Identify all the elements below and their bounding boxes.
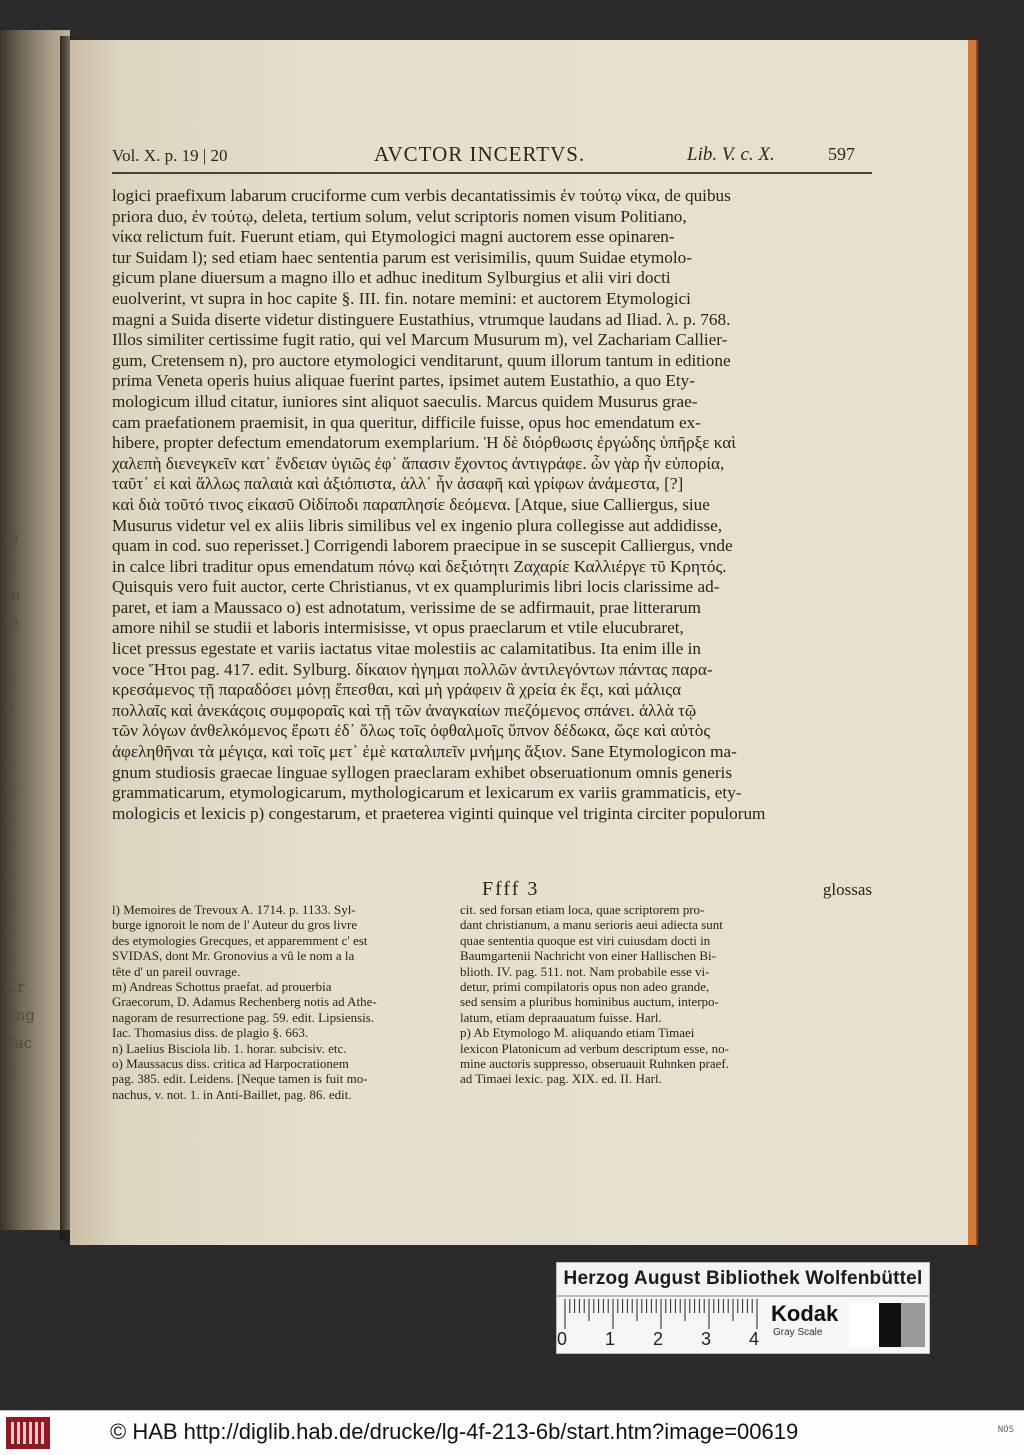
text-line: prima Veneta operis huius aliquae fuerint partes, ipsimet autem Eustathio, a quo Ety- [112,371,695,391]
edge-letter: s [6,698,14,716]
text-line: hibere, propter defectum emendatorum exemplarium. Ἡ δὲ διόρθωσις ἐργώδης ὑπῆρξε καὶ [112,433,736,453]
text-line: o) Maussacus diss. critica ad Harpocrationem [112,1055,349,1071]
text-line: magni a Suida diserte videtur distinguere Eustathius, vtrumque laudans ad Iliad. λ. p. 768. [112,309,731,329]
edge-letter: u [6,950,16,968]
edge-letter: O [6,614,19,632]
header-volume-ref: Vol. X. p. 19 | 20 [112,146,228,165]
text-line: voce Ἤτοι pag. 417. edit. Sylburg. δίκαιον ἡγημαι πολλῶν ἀντιλεγόντων πάντας παρα- [112,659,713,679]
main-text [112,186,872,824]
text-line: logici praefixum labarum cruciforme cum verbis decantatissimis ἐν τούτῳ νίκα, de quibus [112,186,731,205]
copyright-url[interactable]: © HAB http://diglib.hab.de/drucke/lg-4f-213-6b/start.htm?image=00619 [110,1419,799,1444]
edge-letter: Cr [6,978,25,996]
edge-letter: Tac [6,1034,33,1052]
text-line: Graecorum, D. Adamus Rechenberg notis ad Athe- [112,994,377,1010]
text-line: SVIDAS, dont Mr. Gronovius a vû le nom a la [112,948,355,964]
edge-letter: in [6,586,21,604]
text-line: nagoram de resurrectione pag. 59. edit. Lipsiensis. [112,1009,375,1025]
edge-letter: C [6,782,18,800]
text-line: καὶ διὰ τοῦτό τινος εἰκασῦ Οἰδίποδι παραπλησίε δεόμενα. [Atque, siue Calliergus, siue [112,494,710,514]
text-line: priora duo, ἐν τούτῳ, deleta, tertium solum, velut scriptoris nomen visum Politiano, [112,206,687,226]
edge-letter: a [6,894,15,912]
text-line: mologicis et lexicis p) congestarum, et praeterea viginti quinque vel triginta circiter populorum [112,803,766,823]
edge-letter: p [6,670,16,688]
kodak-logo: Kodak [771,1301,839,1326]
edge-letter: c [6,866,15,884]
text-line: quam in cod. suo reperisset.] Corrigendi laborem praecipue in se suscepit Calliergus, vnde [112,536,733,556]
kodak-gray-scale-card [556,1296,930,1354]
text-line: grammaticarum, etymologicarum, mythologicarum et lexicarum ex variis grammaticis, ety- [112,783,742,803]
text-line: νίκα relictum fuit. Fuerunt etiam, qui Etymologici magni auctorem esse opinaren- [112,227,675,247]
text-line: latum, etiam depraauatum fuisse. Harl. [460,1009,662,1025]
ruler-number: 1 [605,1329,616,1349]
page-number: 597 [828,144,855,164]
ruler-number: 2 [653,1329,664,1349]
footer-bar [0,1410,1024,1455]
text-line: tête d' un pareil ouvrage. [112,963,241,979]
text-line: nachus, v. not. 1. in Anti-Baillet, pag. 86. edit. [112,1086,352,1102]
text-line: detur, primi compilatoris opus non adeo grande, [460,978,710,994]
text-line: burge ignoroit le nom de l' Auteur du gros livre [112,917,358,933]
ruler-number: 0 [557,1329,568,1349]
text-line: amore nihil se studii et laboris intermisisse, vt opus praeclarum et vtile elucubraret, [112,618,684,638]
text-line: ad Timaei lexic. pag. XIX. ed. II. Harl. [460,1071,662,1087]
ruler-number: 4 [749,1329,760,1349]
edge-letter: i [6,642,11,660]
edge-letter: h [6,1062,16,1080]
text-line: dant christianum, a manu serioris aeui adiecta sunt [460,917,723,933]
text-line: paret, et iam a Maussaco o) est adnotatum, verissime de se adfirmauit, prae litterarum [112,597,701,617]
text-line: p) Ab Etymologo M. aliquando etiam Timaei [460,1025,695,1041]
kodak-subtitle: Gray Scale [773,1327,823,1338]
text-line: pag. 385. edit. Leidens. [Neque tamen is fuit mo- [112,1071,368,1087]
signature-mark: Ffff 3 [482,878,540,900]
text-line: πολλαῖς καὶ ἀνεκάςοις συμφοραῖς καὶ τῇ τῶν ἀναγκαίων πιεζόμενος σπάνει. ἀλλὰ τῷ [112,700,697,720]
text-line: n) Laelius Bisciola lib. 1. horar. subcisiv. etc. [112,1040,347,1056]
text-line: l) Memoires de Trevoux A. 1714. p. 1133. Syl- [112,902,356,917]
text-line: lexicon Platonicum ad verbum descriptum esse, no- [460,1040,729,1056]
text-line: mine auctoris suppresso, obseruauit Ruhnken praef. [460,1055,729,1071]
edge-letter: c [6,810,15,828]
text-line: des etymologies Grecques, et apparemment c' est [112,932,368,948]
text-line: Quisquis vero fuit auctor, certe Christianus, vt ex quamplurimis libri locis clarissime ad- [112,577,720,597]
text-line: tur Suidam l); sed etiam haec sententia parum est verisimilis, quum Suidae etymolo- [112,247,692,267]
text-line: Musurus videtur vel ex aliis libris similibus vel ex ingenio plura collegisse aut addidisse, [112,515,723,535]
edge-letter: Q [6,530,19,548]
text-line: licet pressus egestate et variis iactatus vitae molestiis ac calamitatibus. Ita enim ille in [112,639,701,659]
edge-letter: c [6,726,15,744]
header-rule [112,172,872,174]
text-line: κρεσάμενος τῇ παραδόσει μόνῃ ἕπεσθαι, καὶ μὴ γράφειν ἃ χρεία ἐκ ἔςι, καὶ μάλιςα [112,680,682,700]
text-line: ἀφεληθῆναι τὰ μέγιςα, καὶ τοῖς μετ᾽ ἐμὲ καταλιπεῖν μνήμης ἄξιον. Sane Etymologicon ma- [112,742,737,762]
edge-letter: ung [6,1006,35,1024]
text-line: Iac. Thomasius diss. de plagio §. 663. [112,1025,309,1041]
library-label: Herzog August Bibliothek Wolfenbüttel [556,1262,930,1296]
text-line: gum, Cretensem n), pro auctore etymologici venditarunt, quum illorum tantum in editione [112,350,731,370]
edge-letter: e [6,838,15,856]
header-book-chapter: Lib. V. c. X. [687,144,775,165]
text-line: cam praefationem praemisit, in qua queritur, difficile fuisse, opus hoc emendatum ex- [112,412,701,432]
header-title: AVCTOR INCERTVS. [374,142,586,166]
hab-logo-icon [6,1417,50,1449]
footnotes-right [460,902,840,1087]
ruler-numbers [557,1329,767,1351]
edge-letter: c [6,754,15,772]
text-line: euolverint, vt supra in hoc capite §. III. fin. notare memini: et auctorem Etymologici [112,288,691,308]
ruler-number: 3 [701,1329,712,1349]
text-line: Baumgartenii Nachricht von einer Hallischen Bi- [460,948,716,964]
text-line: χαλεπὴ διενεγκεῖν κατ᾽ ἔνδειαν ὑγιῶς ἐφ᾽ ἅπασιν ἔχοντος ἀντιγράφε. ὧν γὰρ ἦν εὐπορία, [112,453,725,473]
edge-letter: o [6,558,16,576]
gray-patches [849,1303,925,1347]
text-line: gnum studiosis graecae linguae syllogen praeclaram exhibet obseruationum omnis generis [112,762,733,782]
text-line: blioth. IV. pag. 511. not. Nam probabile esse vi- [460,963,710,979]
corner-mark: NOS [997,1425,1014,1435]
text-line: quae sententia quoque est viri cuiusdam docti in [460,932,711,948]
text-line: ταῦτ᾽ εἰ καὶ ἄλλως παλαιὰ καὶ ἀξιόπιστα, ἀλλ᾽ ἦν ἀσαφῆ καὶ γρίφων ἀνάμεστα, [?] [112,474,684,494]
edge-letter: c [6,922,15,940]
text-line: m) Andreas Schottus praefat. ad prouerbia [112,978,332,994]
text-line: cit. sed forsan etiam loca, quae scriptorem pro- [460,902,705,917]
book-page [70,40,976,1245]
text-line: mologicum illud citatur, iuniores sint aliquot saeculis. Marcus quidem Musurus grae- [112,391,698,411]
text-line: gicum plane diuersum a magno illo et adhuc ineditum Sylburgius et alii viri docti [112,268,671,288]
text-line: in calce libri traditur opus emendatum πόνῳ καὶ δεξιότητι Ζαχαρίε Καλλιέργε τῦ Κρητός. [112,556,727,576]
text-line: Illos similiter certissime fugit ratio, qui vel Marcum Musurum m), vel Zachariam Callier- [112,330,728,350]
ruler-scale [563,1299,763,1329]
footnotes-left [112,902,462,1102]
text-line: sed sensim a pluribus hominibus auctum, interpo- [460,994,719,1010]
text-line: τῶν λόγων ἀνθελκόμενος ἔρωτι ἐδ᾽ ὅλως τοῖς ὀφθαλμοῖς ὕπνον δέδωκα, ὥςε καὶ αὐτὸς [112,721,711,741]
catchword: glossas [822,880,872,899]
running-header [112,142,855,172]
signature-row [112,878,872,902]
